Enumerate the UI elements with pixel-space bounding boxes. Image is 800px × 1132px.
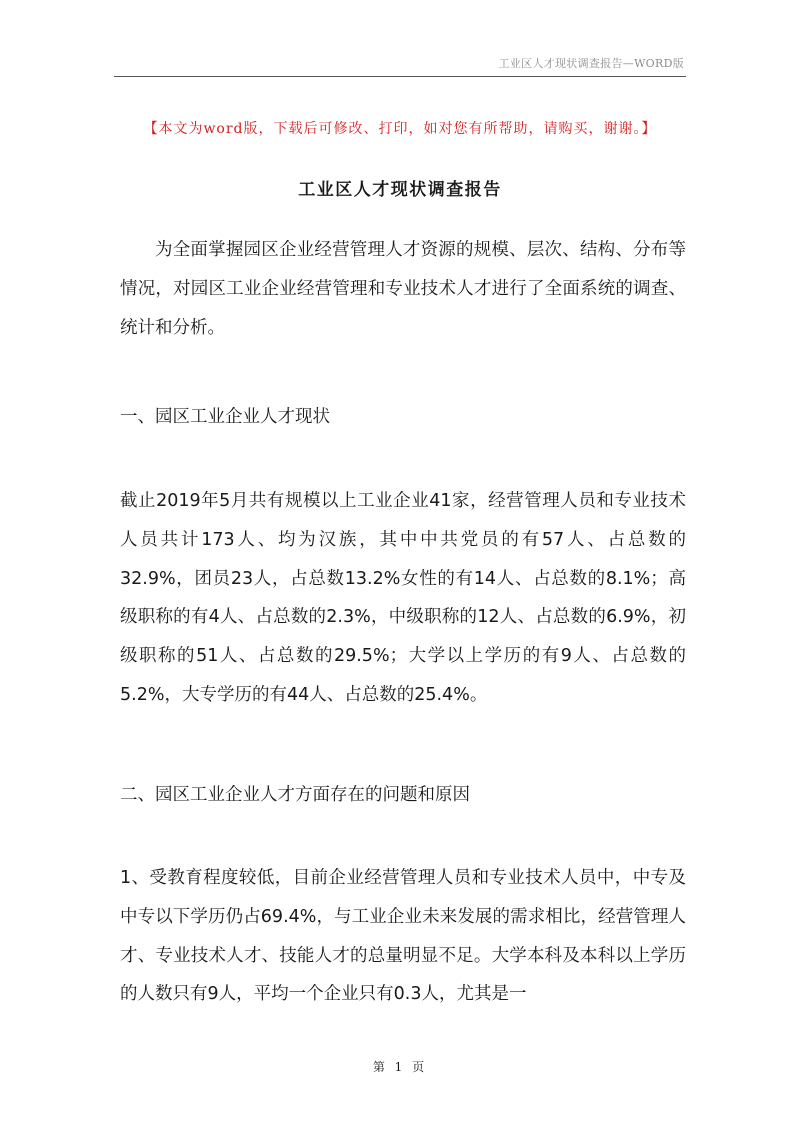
purchase-notice: 【本文为word版，下载后可修改、打印，如对您有所帮助，请购买，谢谢。】 xyxy=(143,121,657,137)
document-title: 工业区人才现状调查报告 xyxy=(298,180,502,200)
section-2-heading: 二、园区工业企业人才方面存在的问题和原因 xyxy=(120,785,470,805)
running-header: 工业区人才现状调查报告—WORD版 xyxy=(498,57,684,70)
section-2-item-1: 1、受教育程度较低，目前企业经营管理人员和专业技术人员中，中专及中专以下学历仍占69.4%，与工业企业未来发展的需求相比，经营管理人才、专业技术人才、技能人才的总量明显不足。大学本科及本科以上学历的人数只有9人，平均一个企业只有0.3人，尤其是一 xyxy=(120,868,686,1005)
header-divider xyxy=(114,76,686,77)
section-1-body: 截止2019年5月共有规模以上工业企业41家，经营管理人员和专业技术人员共计173人、均为汉族，其中中共党员的有57人、占总数的32.9%，团员23人，占总数13.2%女性的有14人、占总数的8.1%；高级职称的有4人、占总数的2.3%，中级职称的12人、占总数的6.9%，初级职称的51人、占总数的29.5%；大学以上学历的有9人、占总数的5.2%，大专学历的有44人、占总数的25.4%。 xyxy=(120,491,686,705)
section-1-heading: 一、园区工业企业人才现状 xyxy=(120,407,330,427)
intro-paragraph: 为全面掌握园区企业经营管理人才资源的规模、层次、结构、分布等情况，对园区工业企业经营管理和专业技术人才进行了全面系统的调查、统计和分析。 xyxy=(120,240,686,338)
page-number: 第 1 页 xyxy=(372,1060,428,1074)
